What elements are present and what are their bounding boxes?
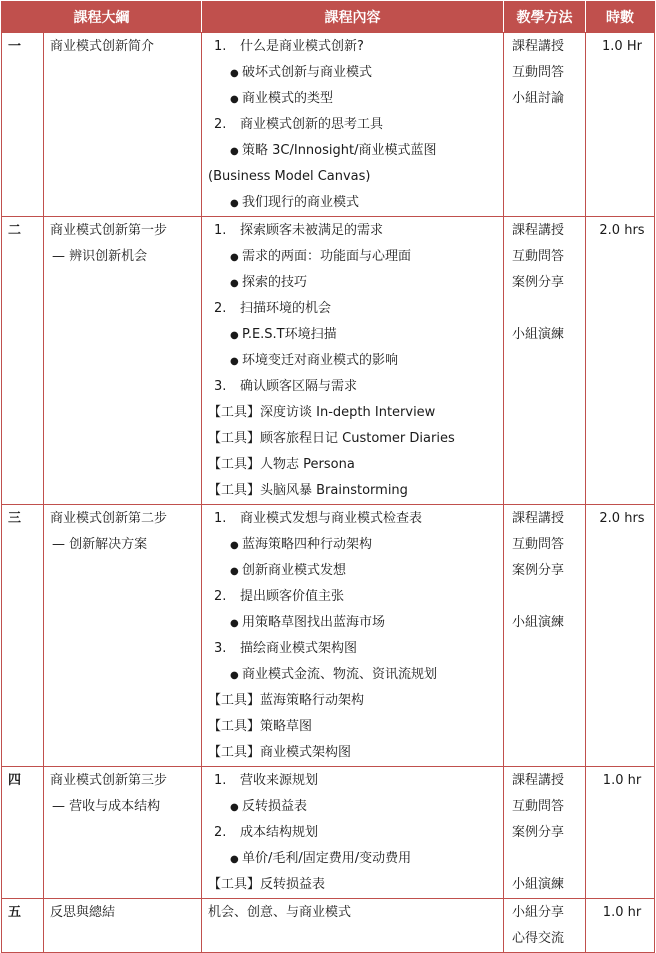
table-row	[2, 505, 655, 767]
bullet-icon: ●	[230, 854, 239, 865]
tool-item: 【工具】人物志 Persona	[208, 457, 355, 472]
method-item: 課程講授	[512, 511, 565, 526]
numbered-item	[208, 584, 503, 610]
item-text: 营收来源规划	[240, 773, 319, 788]
item-text: 扫描环境的机会	[240, 301, 332, 316]
numbered-item	[208, 820, 503, 846]
bullet-icon: ●	[230, 540, 239, 551]
item-text: 策略 3C/Innosight/商业模式蓝图	[242, 143, 437, 158]
content-cell	[202, 899, 504, 953]
header-method: 教學方法	[504, 2, 586, 33]
method-item: 互動問答	[512, 65, 565, 80]
bullet-item	[208, 138, 503, 164]
method-item: 心得交流	[512, 931, 565, 946]
hours-cell	[586, 505, 655, 767]
item-text: 商业模式发想与商业模式检查表	[240, 511, 423, 526]
section-number-label: 二	[8, 223, 22, 238]
numbered-item	[208, 506, 503, 532]
table-row	[2, 33, 655, 217]
method-item: 互動問答	[512, 799, 565, 814]
item-number: 1.	[214, 223, 227, 238]
plain-item: (Business Model Canvas)	[208, 169, 371, 184]
section-number	[2, 899, 44, 953]
method-cell	[504, 767, 586, 899]
outline-title: 反思與總結	[50, 905, 116, 920]
method-item	[512, 584, 585, 610]
hours-cell	[586, 33, 655, 217]
item-number: 3.	[214, 641, 227, 656]
bullet-icon: ●	[230, 356, 239, 367]
section-number	[2, 217, 44, 505]
bullet-icon: ●	[230, 68, 239, 79]
tool-item: 【工具】深度访谈 In-depth Interview	[208, 405, 436, 420]
numbered-item	[208, 374, 503, 400]
tool-item: 【工具】反转损益表	[208, 877, 326, 892]
method-item: 課程講授	[512, 223, 565, 238]
outline-cell	[44, 505, 202, 767]
bullet-icon: ●	[230, 802, 239, 813]
bullet-item	[208, 86, 503, 112]
hours-value: 2.0 hrs	[599, 223, 645, 238]
bullet-item	[208, 244, 503, 270]
method-item: 案例分享	[512, 825, 565, 840]
bullet-item	[208, 662, 503, 688]
table-row	[2, 767, 655, 899]
method-item	[512, 846, 585, 872]
bullet-icon: ●	[230, 94, 239, 105]
bullet-item	[208, 794, 503, 820]
numbered-item	[208, 296, 503, 322]
bullet-icon: ●	[230, 330, 239, 341]
item-text: 提出顾客价值主张	[240, 589, 345, 604]
bullet-icon: ●	[230, 146, 239, 157]
item-text: 创新商业模式发想	[242, 563, 347, 578]
hours-value: 1.0 Hr	[602, 39, 642, 54]
tool-item: 【工具】商业模式架构图	[208, 745, 352, 760]
bullet-item	[208, 322, 503, 348]
tool-item: 【工具】蓝海策略行动架构	[208, 693, 365, 708]
item-number: 1.	[214, 511, 227, 526]
method-item: 案例分享	[512, 563, 565, 578]
item-text: 环境变迁对商业模式的影响	[242, 353, 399, 368]
tool-item: 【工具】顾客旅程日记 Customer Diaries	[208, 431, 455, 446]
outline-title: 商业模式创新第二步	[50, 511, 168, 526]
method-item: 小組演練	[512, 327, 565, 342]
outline-title: 商业模式创新第三步	[50, 773, 168, 788]
bullet-icon: ●	[230, 278, 239, 289]
item-text: 什么是商业模式创新?	[240, 39, 364, 54]
outline-cell	[44, 899, 202, 953]
outline-cell	[44, 217, 202, 505]
numbered-item	[208, 112, 503, 138]
table-row	[2, 899, 655, 953]
bullet-icon: ●	[230, 618, 239, 629]
plain-item: 机会、创意、与商业模式	[208, 905, 352, 920]
header-hours: 時數	[586, 2, 655, 33]
bullet-item	[208, 558, 503, 584]
method-item: 小組演練	[512, 877, 565, 892]
method-cell	[504, 217, 586, 505]
section-number-label: 四	[8, 773, 22, 788]
outline-subtitle: — 创新解决方案	[52, 537, 148, 552]
course-outline-table	[1, 1, 655, 953]
tool-item: 【工具】策略草图	[208, 719, 313, 734]
method-cell	[504, 505, 586, 767]
item-text: 蓝海策略四种行动架构	[242, 537, 373, 552]
outline-title: 商业模式创新第一步	[50, 223, 168, 238]
hours-cell	[586, 767, 655, 899]
bullet-item	[208, 348, 503, 374]
item-text: 成本结构规划	[240, 825, 319, 840]
method-item: 小組演練	[512, 615, 565, 630]
content-cell	[202, 33, 504, 217]
section-number-label: 三	[8, 511, 22, 526]
item-text: P.E.S.T环境扫描	[242, 327, 337, 342]
table-header-row	[2, 2, 655, 33]
method-item: 課程講授	[512, 39, 565, 54]
section-number-label: 一	[8, 39, 22, 54]
method-item: 案例分享	[512, 275, 565, 290]
section-number	[2, 767, 44, 899]
content-cell	[202, 767, 504, 899]
outline-subtitle: — 辨识创新机会	[52, 249, 148, 264]
item-text: 确认顾客区隔与需求	[240, 379, 358, 394]
item-text: 单价/毛利/固定费用/变动费用	[242, 851, 412, 866]
bullet-item	[208, 190, 503, 216]
item-number: 1.	[214, 773, 227, 788]
item-text: 需求的两面：功能面与心理面	[242, 249, 412, 264]
hours-value: 1.0 hr	[602, 773, 642, 788]
numbered-item	[208, 218, 503, 244]
method-cell	[504, 899, 586, 953]
item-text: 商业模式创新的思考工具	[240, 117, 384, 132]
item-text: 探索的技巧	[242, 275, 308, 290]
bullet-item	[208, 532, 503, 558]
numbered-item	[208, 768, 503, 794]
section-number	[2, 505, 44, 767]
content-cell	[202, 217, 504, 505]
item-text: 探索顾客未被满足的需求	[240, 223, 384, 238]
item-text: 我们现行的商业模式	[242, 195, 360, 210]
hours-value: 2.0 hrs	[599, 511, 645, 526]
header-outline: 課程大綱	[2, 2, 202, 33]
outline-title: 商业模式创新简介	[50, 39, 155, 54]
hours-value: 1.0 hr	[602, 905, 642, 920]
section-number	[2, 33, 44, 217]
numbered-item	[208, 636, 503, 662]
method-item: 小組分享	[512, 905, 565, 920]
method-item: 小組討論	[512, 91, 565, 106]
method-item: 課程講授	[512, 773, 565, 788]
item-text: 破坏式创新与商业模式	[242, 65, 373, 80]
bullet-item	[208, 270, 503, 296]
item-text: 描绘商业模式架构图	[240, 641, 358, 656]
tool-item: 【工具】头脑风暴 Brainstorming	[208, 483, 408, 498]
outline-cell	[44, 767, 202, 899]
item-number: 2.	[214, 589, 227, 604]
numbered-item	[208, 34, 503, 60]
method-item	[512, 296, 585, 322]
outline-subtitle: — 营收与成本结构	[52, 799, 161, 814]
method-item: 互動問答	[512, 537, 565, 552]
bullet-item	[208, 610, 503, 636]
bullet-icon: ●	[230, 198, 239, 209]
bullet-icon: ●	[230, 670, 239, 681]
bullet-icon: ●	[230, 566, 239, 577]
item-text: 商业模式金流、物流、资讯流规划	[242, 667, 438, 682]
bullet-icon: ●	[230, 252, 239, 263]
method-item: 互動問答	[512, 249, 565, 264]
bullet-item	[208, 846, 503, 872]
item-text: 商业模式的类型	[242, 91, 334, 106]
header-content: 課程內容	[202, 2, 504, 33]
item-number: 1.	[214, 39, 227, 54]
content-cell	[202, 505, 504, 767]
item-number: 2.	[214, 117, 227, 132]
method-cell	[504, 33, 586, 217]
section-number-label: 五	[8, 905, 22, 920]
item-text: 用策略草图找出蓝海市场	[242, 615, 386, 630]
bullet-item	[208, 60, 503, 86]
table-row	[2, 217, 655, 505]
item-number: 2.	[214, 301, 227, 316]
hours-cell	[586, 899, 655, 953]
outline-cell	[44, 33, 202, 217]
item-number: 2.	[214, 825, 227, 840]
item-text: 反转损益表	[242, 799, 308, 814]
item-number: 3.	[214, 379, 227, 394]
hours-cell	[586, 217, 655, 505]
